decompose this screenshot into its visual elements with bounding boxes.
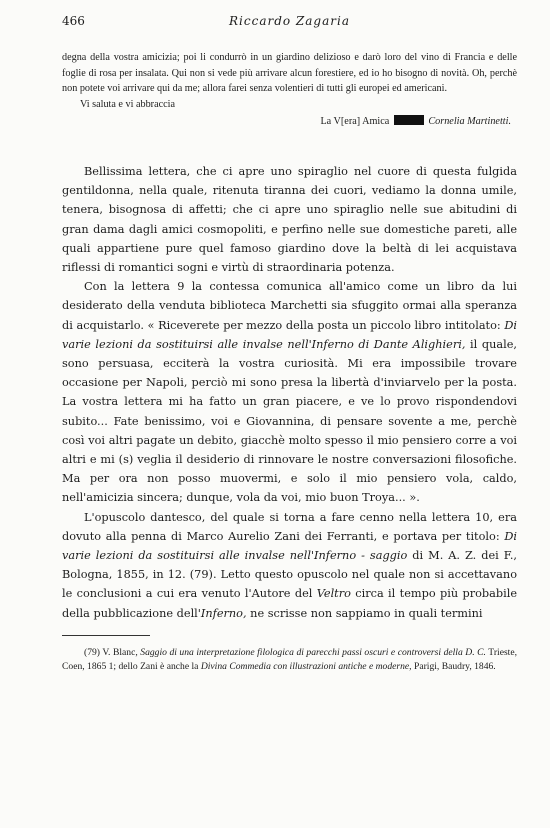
fn-pub: Trieste, Coen, 1865 1; dello Zani è anche la: [62, 646, 518, 672]
fn-pub-2: Parigi, Baudry, 1846.: [411, 660, 496, 672]
running-header: [62, 14, 517, 36]
redaction-mark: [394, 115, 424, 125]
p3-book-title: Di varie lezioni da sostituirsi alle invalse nell'Inferno - saggio: [62, 529, 517, 563]
p3-text-c: circa il tempo più probabile della pubblicazione dell': [62, 587, 518, 620]
letter-excerpt: degna della vostra amicizia; poi li condurrò in un giardino delizioso e darò loro del vino di Francia e delle foglie di rosa per insalata. Qui non si vede più arrivare alcun forestiere, ed io ho bisogno di novità. Oh, perchè non potete voi arrivare qui da me; allora farei senza volentieri di tutti gli europei ed americani.: [62, 52, 517, 95]
signature-name: Cornelia Martinetti.: [428, 116, 511, 128]
fn-author: (79) V. Blanc,: [84, 646, 141, 658]
p3-inferno: Inferno,: [200, 606, 247, 620]
p3-veltro: Veltro: [316, 587, 351, 601]
letter-signature: [62, 114, 517, 130]
p2-text-a: Con la lettera 9 la contessa comunica all'amico come un libro da lui desiderato della venduta biblioteca Marchetti sia sfuggito ormai alla speranza di acquistarlo. « Riceverete per mezzo della posta un piccolo libro intitolato:: [62, 280, 517, 332]
p3-text-a: L'opuscolo dantesco, del quale si torna a fare cenno nella lettera 10, era dovuto alla penna di Marco Aurelio Zani dei Ferranti, e portava per titolo:: [62, 510, 517, 543]
paragraph-3: [62, 508, 517, 623]
footnote-rule: [62, 635, 150, 636]
paragraph-1: Bellissima lettera, che ci apre uno spiraglio nel cuore di questa fulgida gentildonna, nella quale, ritenuta tiranna dei cuori, vediamo la donna umile, tenera, bisognosa di affetti; che ci apre uno spiraglio nelle sue abitudini di gran dama dagli amici cosmopoliti, e perfino nelle sue domestiche pareti, alle quali appartiene pure quel famoso giardino dove la beltà di lei acquistava riflessi di romantici sogni e virtù di straordinaria potenza.: [62, 164, 517, 274]
letter-greeting: Vi saluta e vi abbraccia: [80, 98, 175, 110]
main-text: [62, 162, 517, 623]
fn-title: Saggio di una interpretazione filologica di parecchi passi oscuri e controversi della D. C.: [140, 646, 486, 658]
p2-book-title: Di varie lezioni da sostituirsi alle invalse nell'Inferno di Dante Alighieri,: [62, 318, 517, 351]
running-title: Riccardo Zagaria: [229, 14, 350, 28]
p2-text-b: il quale, sono persuasa, ecciterà la vostra curiosità. Mi era impossibile trovare occasione per Napoli, perciò mi sono presa la libertà d'inviarvelo per la posta. La vostra lettera mi ha fatto un gran piacere, e ve lo provo rispondendovi subito... Fate benissimo, voi e Giovannina, di pensare sovente a me, perchè così voi altri pagate un debito, giacchè molto spesso il mio pensiero corre a voi altri e mi (s) veglia il desiderio di rinnovare le nostre conversazioni filosofiche. Ma per ora non posso muovermi, e solo il mio pensiero vola, caldo, nell'amicizia sincera; dunque, vola da voi, mio buon Troya... ».: [62, 337, 518, 505]
p3-text-d: ne scrisse non sappiamo in quali termini: [246, 606, 483, 620]
page: [62, 14, 517, 674]
footnote-79: [62, 646, 517, 674]
p3-text-b: di M. A. Z. dei F., Bologna, 1855, in 12. (79). Letto questo opuscolo nel quale non si accettavano le conclusioni a cui era venuto l'Autore del: [62, 549, 517, 601]
paragraph-2: [62, 277, 517, 507]
page-number: 466: [62, 14, 85, 28]
fn-title-2: Divina Commedia con illustrazioni antiche e moderne,: [200, 660, 412, 672]
signature-prefix: La V[era] Amica: [320, 116, 390, 128]
